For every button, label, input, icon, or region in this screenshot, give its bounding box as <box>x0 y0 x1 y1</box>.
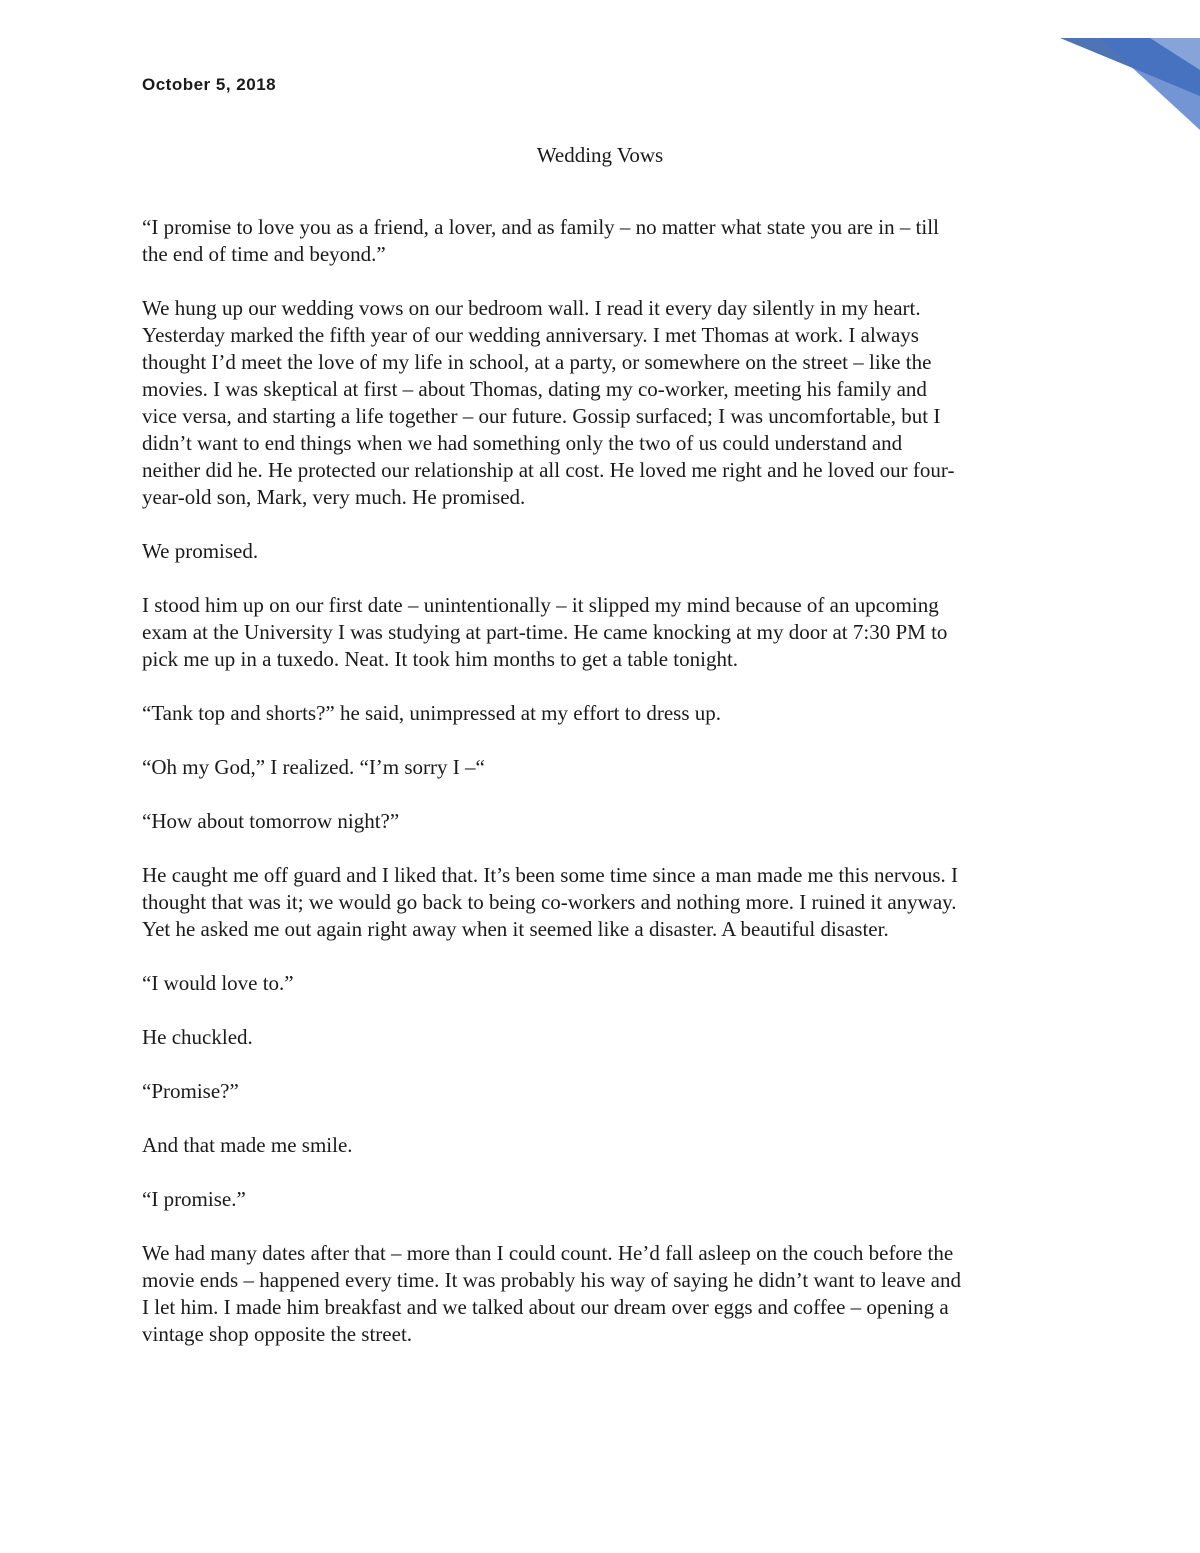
paragraph: “I promise to love you as a friend, a lover, and as family – no matter what state you are in – till the end of time and beyond.” <box>142 215 939 266</box>
paragraph: We promised. <box>142 539 259 563</box>
paragraph: He caught me off guard and I liked that. It’s been some time since a man made me this nervous. I thought that was it; we would go back to being co-workers and nothing more. I ruined it anyway. Yet he asked me out again right away when it seemed like a disaster. A beautiful disaster. <box>142 863 959 941</box>
paragraph: We had many dates after that – more than I could count. He’d fall asleep on the couch before the movie ends – happened every time. It was probably his way of saying he didn’t want to leave and I let him. I made him breakfast and we talked about our dream over eggs and coffee – opening a vintage shop opposite the street. <box>142 1241 961 1346</box>
document-title: Wedding Vows <box>536 143 664 167</box>
paragraph: “I promise.” <box>142 1187 246 1211</box>
paragraph: I stood him up on our first date – unintentionally – it slipped my mind because of an upcoming exam at the University I was studying at part-time. He came knocking at my door at 7:30 PM to pick me up in a tuxedo. Neat. It took him months to get a table tonight. <box>142 593 948 671</box>
paragraph: And that made me smile. <box>142 1133 353 1157</box>
paragraph: “I would love to.” <box>142 971 294 995</box>
document-date: October 5, 2018 <box>142 75 277 94</box>
corner-decoration <box>1060 0 1200 130</box>
document-body <box>142 214 1062 1375</box>
paragraph: “Promise?” <box>142 1079 239 1103</box>
paragraph: We hung up our wedding vows on our bedroom wall. I read it every day silently in my heart. Yesterday marked the fifth year of our wedding anniversary. I met Thomas at work. I always thought I’d meet the love of my life in school, at a party, or somewhere on the street – like the movies. I was skeptical at first – about Thomas, dating my co-worker, meeting his family and vice versa, and starting a life together – our future. Gossip surfaced; I was uncomfortable, but I didn’t want to end things when we had something only the two of us could understand and neither did he. He protected our relationship at all cost. He loved me right and he loved our four- year-old son, Mark, very much. He promised. <box>142 296 955 509</box>
paragraph: He chuckled. <box>142 1025 253 1049</box>
paragraph: “How about tomorrow night?” <box>142 809 400 833</box>
paragraph: “Oh my God,” I realized. “I’m sorry I –“ <box>142 755 485 779</box>
paragraph: “Tank top and shorts?” he said, unimpressed at my effort to dress up. <box>142 701 722 725</box>
